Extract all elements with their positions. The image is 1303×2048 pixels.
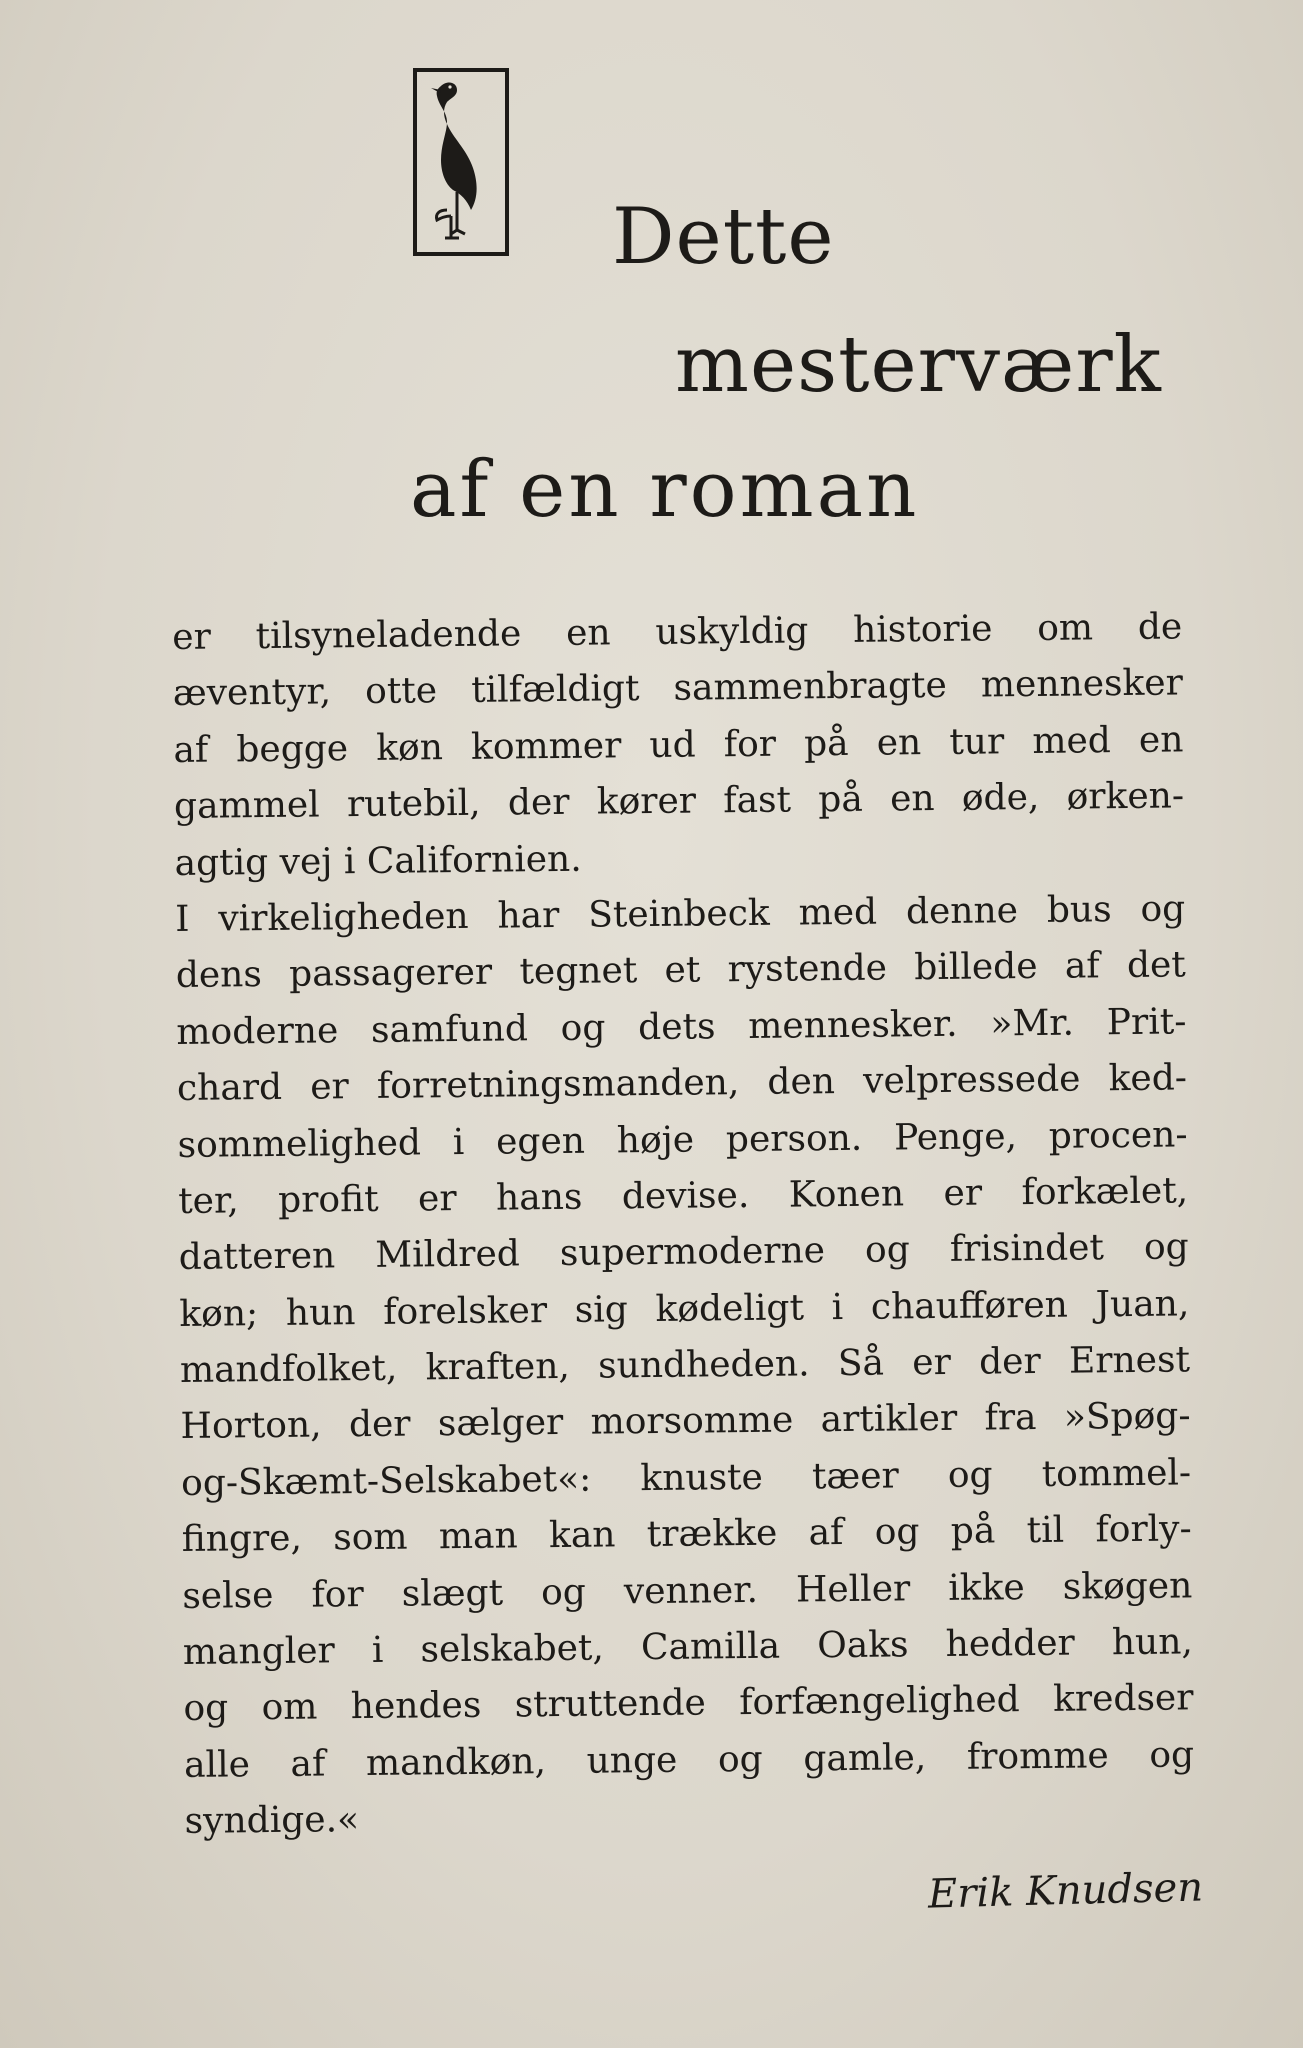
blurb-text	[172, 599, 1195, 1850]
text-line: alle af mandkøn, unge og gamle, fromme og	[183, 1734, 1195, 1786]
text-line: syndige.«	[184, 1799, 360, 1843]
author-signature: Erik Knudsen	[927, 1864, 1204, 1918]
text-line: chard er forretningsmanden, den velpressede ked-	[176, 1057, 1188, 1110]
text-line: moderne samfund og dets mennesker. »Mr. Prit-	[176, 1001, 1187, 1053]
headline-line-2: mesterværk	[675, 320, 1162, 410]
headline-line-1: Dette	[612, 192, 835, 282]
headline-line-3: af en roman	[410, 445, 920, 535]
text-line: mandfolket, kraften, sundheden. Så er der Ernest	[179, 1339, 1191, 1392]
text-line: datteren Mildred supermoderne og frisindet og	[178, 1226, 1189, 1279]
publisher-logo	[413, 68, 509, 256]
text-line: ter, profit er hans devise. Konen er forkælet,	[177, 1170, 1189, 1222]
text-line: selse for slægt og venner. Heller ikke skøgen	[182, 1565, 1193, 1617]
text-line: af begge køn kommer ud for på en tur med en	[173, 719, 1184, 771]
crane-bird-icon	[417, 72, 505, 252]
text-line: Horton, der sælger morsomme artikler fra »Spøg-	[180, 1395, 1191, 1448]
text-line: gammel rutebil, der kører fast på en øde, ørken-	[173, 775, 1185, 828]
text-line: æventyr, otte tilfældigt sammenbragte mennesker	[172, 662, 1184, 715]
text-line: og-Skæmt-Selskabet«: knuste tæer og tommel-	[180, 1452, 1192, 1504]
text-line: fingre, som man kan trække af og på til forly-	[181, 1508, 1192, 1561]
text-line: og om hendes struttende forfængelighed kredser	[183, 1677, 1194, 1730]
text-line: er tilsyneladende en uskyldig historie om de	[172, 606, 1183, 658]
text-line: agtig vej i Californien.	[174, 838, 582, 884]
text-line: køn; hun forelsker sig kødeligt i chaufføren Juan,	[179, 1283, 1190, 1335]
text-line: I virkeligheden har Steinbeck med denne bus og	[175, 888, 1186, 940]
text-line: sommelighed i egen høje person. Penge, procen-	[177, 1113, 1188, 1166]
text-line: mangler i selskabet, Camilla Oaks hedder hun,	[182, 1621, 1194, 1673]
text-line: dens passagerer tegnet et rystende billede af det	[175, 944, 1186, 997]
